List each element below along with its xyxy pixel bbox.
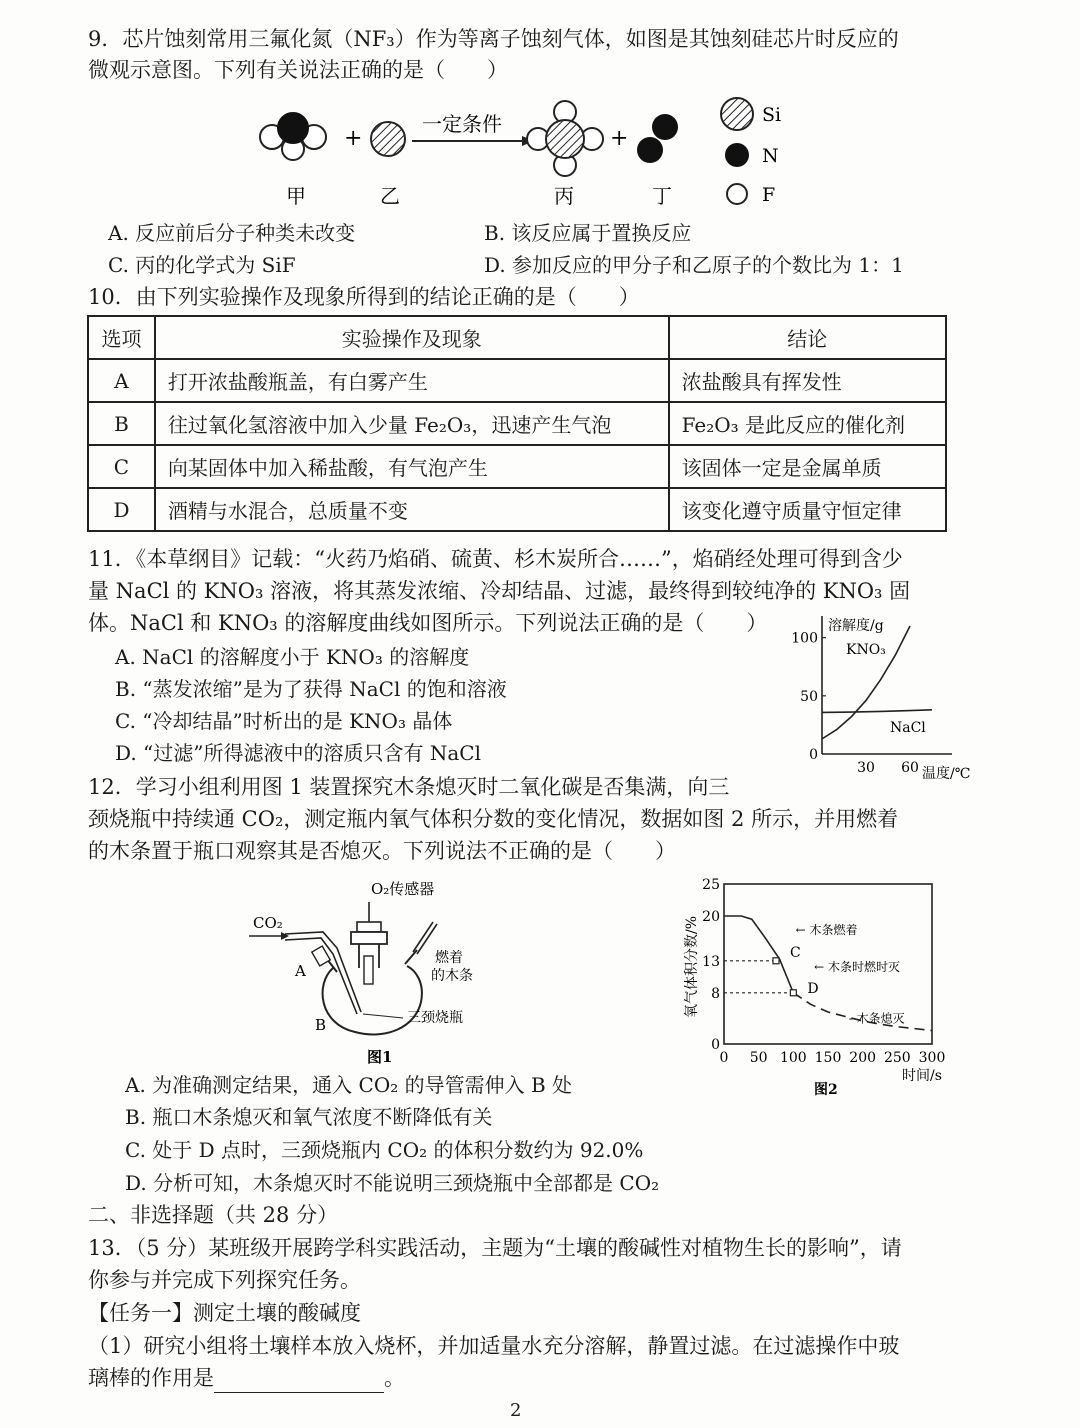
x-tick-label: 250 <box>883 1050 911 1066</box>
q13-sub1-text: 璃棒的作用是 <box>88 1366 214 1390</box>
q12-option-b: B. 瓶口木条熄灭和氧气浓度不断降低有关 <box>125 1105 493 1129</box>
row-b-option: B <box>88 402 155 445</box>
q10-table <box>87 315 947 532</box>
q11-option-a: A. NaCl 的溶解度小于 KNO₃ 的溶解度 <box>115 645 470 669</box>
header-option: 选项 <box>88 316 155 359</box>
table-row <box>88 445 946 488</box>
x-tick-label: 30 <box>857 760 875 776</box>
x-tick-label: 50 <box>749 1050 768 1066</box>
y-tick-label: 25 <box>702 877 720 893</box>
point-b-label: B <box>315 1016 327 1034</box>
legend-si: Si <box>762 104 782 126</box>
q13-sub1-end: 。 <box>384 1366 405 1390</box>
q13-stem-line2: 你参与并完成下列探究任务。 <box>88 1268 361 1292</box>
q11-option-d: D. “过滤”所得滤液中的溶质只含有 NaCl <box>115 741 481 765</box>
atom-yi <box>371 122 405 156</box>
y-tick-label: 13 <box>702 953 720 970</box>
point-a-label: A <box>295 962 306 980</box>
q9-stem-line1: 9．芯片蚀刻常用三氟化氮（NF₃）作为等离子蚀刻气体，如图是其蚀刻硅芯片时反应的 <box>88 27 899 51</box>
plus-sign-1: + <box>344 126 363 151</box>
row-a-option: A <box>88 359 155 402</box>
molecule-jia <box>260 113 326 160</box>
row-d-operation: 酒精与水混合，总质量不变 <box>155 488 669 531</box>
q13-stem-line1: 13．（5 分）某班级开展跨学科实践活动，主题为“土壤的酸碱性对植物生长的影响”，请 <box>88 1236 902 1260</box>
annotation-flicker: ← 木条时燃时灭 <box>814 960 901 975</box>
q9-option-a: A. 反应前后分子种类未改变 <box>108 221 356 245</box>
row-d-conclusion: 该变化遵守质量守恒定律 <box>669 488 946 531</box>
q9-option-d: D. 参加反应的甲分子和乙原子的个数比为 1：1 <box>484 253 904 277</box>
o2-sensor-label: O₂传感器 <box>371 880 435 898</box>
x-axis-label: 时间/s <box>902 1068 942 1084</box>
y-tick-label: 100 <box>791 630 818 647</box>
y-axis-label: 溶解度/g <box>828 618 884 634</box>
q9-reaction-diagram <box>240 95 800 215</box>
o2-curve-solid <box>724 916 793 993</box>
flask-label: 三颈烧瓶 <box>407 1010 463 1026</box>
q12-option-c: C. 处于 D 点时，三颈烧瓶内 CO₂ 的体积分数约为 92.0% <box>125 1138 644 1162</box>
y-tick-label: 20 <box>702 909 720 925</box>
figure1-apparatus <box>245 872 505 1072</box>
point-label-D: D <box>807 980 819 997</box>
y-tick-label: 8 <box>711 985 720 1002</box>
row-c-operation: 向某固体中加入稀盐酸，有气泡产生 <box>155 445 669 488</box>
label-bing: 丙 <box>554 184 574 208</box>
q12-option-d: D. 分析可知，木条熄灭时不能说明三颈烧瓶中全部都是 CO₂ <box>125 1171 660 1195</box>
arrow-condition-label: 一定条件 <box>422 112 502 136</box>
q12-stem-line3: 的木条置于瓶口观察其是否熄灭。下列说法不正确的是（ ） <box>88 839 676 863</box>
x-tick-label: 0 <box>719 1050 729 1066</box>
y-tick-label: 0 <box>809 747 818 763</box>
co2-label: CO₂ <box>253 914 283 932</box>
row-a-operation: 打开浓盐酸瓶盖，有白雾产生 <box>155 359 669 402</box>
figure1-caption: 图1 <box>367 1048 393 1066</box>
series-line-1 <box>822 710 932 713</box>
stick-label-2: 的木条 <box>431 968 473 984</box>
point-D <box>790 990 796 996</box>
q11-option-b: B. “蒸发浓缩”是为了获得 NaCl 的饱和溶液 <box>115 677 507 701</box>
row-a-conclusion: 浓盐酸具有挥发性 <box>669 359 946 402</box>
q12-stem-line2: 颈烧瓶中持续通 CO₂，测定瓶内氧气体积分数的变化情况，数据如图 2 所示，并用燃着 <box>88 807 899 831</box>
point-label-C: C <box>790 944 801 961</box>
q11-stem-line3: 体。NaCl 和 KNO₃ 的溶解度曲线如图所示。下列说法正确的是（ ） <box>88 611 768 635</box>
label-yi: 乙 <box>380 184 400 208</box>
table-row <box>88 488 946 531</box>
header-operation: 实验操作及现象 <box>155 316 669 359</box>
x-tick-label: 100 <box>779 1050 807 1066</box>
legend-n: N <box>762 145 779 167</box>
series-label-kno3: KNO₃ <box>846 642 886 658</box>
header-conclusion: 结论 <box>669 316 946 359</box>
atom-legend <box>721 98 781 206</box>
row-c-option: C <box>88 445 155 488</box>
q11-stem-line1: 11．《本草纲目》记载：“火药乃焰硝、硫黄、杉木炭所合……”，焰硝经处理可得到含少 <box>88 547 903 571</box>
solubility-chart <box>770 608 990 788</box>
series-label-nacl: NaCl <box>890 720 926 736</box>
y-tick-label: 0 <box>711 1037 720 1053</box>
x-tick-label: 150 <box>814 1050 842 1066</box>
section-heading: 二、非选择题（共 28 分） <box>88 1203 339 1227</box>
annotation-extinguished: - 木条熄灭 <box>848 1011 905 1026</box>
answer-blank[interactable] <box>214 1370 384 1393</box>
molecule-ding <box>637 114 678 163</box>
table-row <box>88 402 946 445</box>
q13-sub1-line1: （1）研究小组将土壤样本放入烧杯，并加适量水充分溶解，静置过滤。在过滤操作中玻 <box>88 1334 900 1358</box>
table-header-row <box>88 316 946 359</box>
plus-sign-2: + <box>610 126 629 151</box>
q9-option-c: C. 丙的化学式为 SiF <box>108 253 296 277</box>
annotation-burning: ← 木条燃着 <box>795 923 858 937</box>
q11-option-c: C. “冷却结晶”时析出的是 KNO₃ 晶体 <box>115 709 453 733</box>
q13-sub1-line2 <box>88 1363 405 1393</box>
q13-task1: 【任务一】测定土壤的酸碱度 <box>88 1301 361 1325</box>
q11-stem-line2: 量 NaCl 的 KNO₃ 溶液，将其蒸发浓缩、冷却结晶、过滤，最终得到较纯净的 KNO₃ 固 <box>88 579 911 603</box>
page-number: 2 <box>510 1400 522 1421</box>
figure2-caption: 图2 <box>814 1082 838 1098</box>
x-tick-label: 300 <box>918 1050 946 1066</box>
stick-label-1: 燃着 <box>435 950 463 966</box>
x-axis-label: 温度/℃ <box>922 766 971 782</box>
q12-option-a: A. 为准确测定结果，通入 CO₂ 的导管需伸入 B 处 <box>125 1073 573 1097</box>
y-axis-label: 氧气体积分数/% <box>684 915 700 1019</box>
legend-f: F <box>762 184 776 206</box>
x-tick-label: 200 <box>849 1050 877 1066</box>
row-c-conclusion: 该固体一定是金属单质 <box>669 445 946 488</box>
label-jia: 甲 <box>286 184 306 208</box>
q10-stem: 10．由下列实验操作及现象所得到的结论正确的是（ ） <box>88 285 640 309</box>
x-tick-label: 60 <box>901 760 919 776</box>
row-b-conclusion: Fe₂O₃ 是此反应的催化剂 <box>669 402 946 445</box>
q12-stem-line1: 12．学习小组利用图 1 装置探究木条熄灭时二氧化碳是否集满，向三 <box>88 775 730 799</box>
q9-option-b: B. 该反应属于置换反应 <box>484 221 692 245</box>
oxygen-chart <box>676 872 976 1102</box>
row-b-operation: 往过氧化氢溶液中加入少量 Fe₂O₃，迅速产生气泡 <box>155 402 669 445</box>
point-C <box>773 958 779 964</box>
y-tick-label: 50 <box>800 688 818 705</box>
burning-stick <box>413 922 433 952</box>
molecule-bing <box>527 101 603 176</box>
table-row <box>88 359 946 402</box>
q9-stem-line2: 微观示意图。下列有关说法正确的是（ ） <box>88 58 508 82</box>
row-d-option: D <box>88 488 155 531</box>
label-ding: 丁 <box>652 184 672 208</box>
